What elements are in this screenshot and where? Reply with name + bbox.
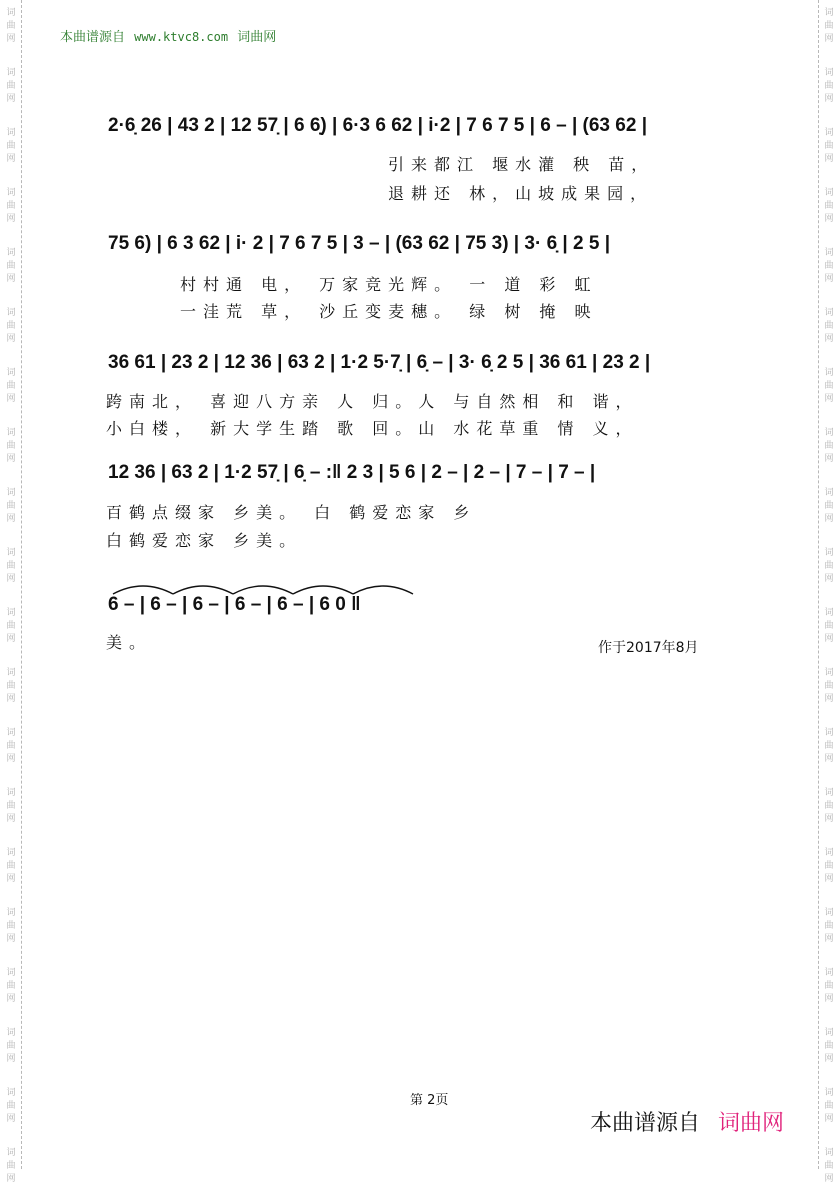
watermark-glyph: 曲 [824,921,834,931]
watermark-glyph: 词 [6,1028,16,1038]
watermark-glyph: 网 [824,994,834,1004]
watermark-glyph: 词 [824,1148,834,1158]
watermark-glyph: 网 [824,214,834,224]
header-site[interactable]: 词曲网 [237,30,277,45]
watermark-glyph: 曲 [824,1041,834,1051]
watermark-glyph: 网 [6,394,16,404]
watermark-glyph: 曲 [824,321,834,331]
watermark-glyph: 曲 [6,141,16,151]
lyric-verse-1: 美。 [106,633,153,652]
watermark-glyph: 网 [824,934,834,944]
watermark-glyph: 曲 [6,321,16,331]
score-line-3 [108,350,768,378]
lyric-verse-1: 村村通 电， 万家竞光辉。 一 道 彩 虹 [180,275,598,294]
watermark-glyph: 曲 [824,861,834,871]
score-line-4 [108,460,768,488]
watermark-glyph: 曲 [6,861,16,871]
watermark-glyph: 曲 [6,381,16,391]
footer-site[interactable]: 词曲网 [717,1111,784,1136]
score-line-2 [108,231,768,259]
watermark-glyph: 词 [824,1088,834,1098]
watermark-glyph: 词 [824,608,834,618]
watermark-glyph: 曲 [6,981,16,991]
watermark-glyph: 词 [824,728,834,738]
notation-line: 6 – | 6 – | 6 – | 6 – | 6 – | 6 0 ‖ [108,594,361,615]
watermark-glyph: 曲 [6,501,16,511]
watermark-glyph: 词 [824,1028,834,1038]
watermark-glyph: 网 [6,1174,16,1184]
watermark-glyph: 曲 [824,621,834,631]
watermark-glyph: 网 [6,754,16,764]
watermark-glyph: 曲 [824,141,834,151]
watermark-glyph: 曲 [824,21,834,31]
watermark-glyph: 网 [6,454,16,464]
watermark-glyph: 网 [824,1174,834,1184]
watermark-glyph: 网 [6,94,16,104]
watermark-glyph: 曲 [6,21,16,31]
watermark-glyph: 网 [824,634,834,644]
watermark-glyph: 词 [824,308,834,318]
lyric-verse-1: 跨南北， 喜迎八方亲 人 归。人 与自然相 和 谐， [106,392,639,411]
watermark-glyph: 网 [824,334,834,344]
watermark-glyph: 网 [6,934,16,944]
watermark-glyph: 曲 [824,381,834,391]
watermark-glyph: 词 [6,8,16,18]
watermark-glyph: 曲 [6,1041,16,1051]
left-watermark-strip [0,0,22,1184]
watermark-glyph: 网 [824,1054,834,1064]
watermark-glyph: 网 [6,274,16,284]
watermark-glyph: 网 [824,34,834,44]
composition-date: 作于2017年8月 [598,640,699,656]
watermark-glyph: 词 [824,68,834,78]
watermark-glyph: 词 [824,488,834,498]
watermark-glyph: 词 [824,848,834,858]
watermark-glyph: 网 [824,394,834,404]
watermark-glyph: 词 [6,428,16,438]
watermark-glyph: 网 [6,154,16,164]
watermark-glyph: 曲 [6,441,16,451]
watermark-glyph: 词 [6,188,16,198]
watermark-glyph: 词 [6,488,16,498]
watermark-glyph: 曲 [824,741,834,751]
watermark-glyph: 词 [6,668,16,678]
watermark-glyph: 网 [824,574,834,584]
watermark-glyph: 词 [6,728,16,738]
watermark-glyph: 词 [6,968,16,978]
watermark-glyph: 曲 [6,801,16,811]
watermark-glyph: 网 [824,514,834,524]
header-url[interactable]: www.ktvc8.com [134,30,229,44]
watermark-glyph: 曲 [824,441,834,451]
watermark-glyph: 网 [6,1114,16,1124]
watermark-glyph: 词 [824,368,834,378]
watermark-glyph: 曲 [824,681,834,691]
watermark-glyph: 网 [824,694,834,704]
watermark-glyph: 网 [6,334,16,344]
watermark-glyph: 曲 [824,981,834,991]
watermark-glyph: 词 [6,788,16,798]
watermark-glyph: 曲 [6,561,16,571]
score-line-1 [108,113,768,141]
watermark-glyph: 网 [6,634,16,644]
watermark-glyph: 网 [6,214,16,224]
watermark-glyph: 网 [6,814,16,824]
page-header [60,26,276,45]
watermark-glyph: 曲 [6,1101,16,1111]
watermark-glyph: 曲 [824,1161,834,1171]
watermark-glyph: 曲 [824,561,834,571]
page-number: 第 2页 [410,1093,449,1108]
watermark-glyph: 曲 [824,201,834,211]
watermark-glyph: 词 [824,428,834,438]
watermark-glyph: 曲 [6,741,16,751]
watermark-glyph: 网 [824,274,834,284]
watermark-glyph: 词 [6,908,16,918]
lyric-verse-2: 白鹤爱恋家 乡美。 [106,531,303,550]
watermark-glyph: 词 [6,1088,16,1098]
lyric-verse-1: 百鹤点缀家 乡美。 白 鹤爱恋家 乡 [106,503,477,522]
watermark-glyph: 曲 [6,621,16,631]
footer-credit [590,1106,784,1137]
notation-line: 12 36 | 63 2 | 1·2 57̣ | 6̣ – :‖ 2 3 | 5 6 | 2 – | 2 – | 7 – | 7 – | [108,462,596,483]
watermark-glyph: 曲 [824,801,834,811]
watermark-glyph: 网 [824,94,834,104]
watermark-glyph: 词 [824,548,834,558]
watermark-glyph: 网 [6,1054,16,1064]
lyric-verse-2: 一洼荒 草， 沙丘变麦穗。 绿 树 掩 映 [180,302,598,321]
watermark-glyph: 网 [6,694,16,704]
score-line-5 [108,588,488,616]
watermark-glyph: 网 [824,1114,834,1124]
notation-line: 2·6̣ 26 | 43 2 | 12 57̣ | 6 6̣) | 6·3 6 62 | i·2 | 7 6 7 5 | 6 – | (63 62 | [108,115,648,136]
watermark-glyph: 曲 [6,1161,16,1171]
watermark-glyph: 词 [6,548,16,558]
watermark-glyph: 网 [6,514,16,524]
notation-line: 36 61 | 23 2 | 12 36 | 63 2 | 1·2 5·7̣ | 6̣ – | 3· 6̣ 2 5 | 36 61 | 23 2 | [108,352,651,373]
watermark-glyph: 曲 [6,681,16,691]
watermark-glyph: 网 [824,154,834,164]
watermark-glyph: 网 [6,874,16,884]
watermark-glyph: 词 [824,788,834,798]
watermark-glyph: 曲 [6,261,16,271]
watermark-glyph: 词 [6,308,16,318]
watermark-glyph: 词 [824,248,834,258]
lyric-verse-2: 退耕还 林，山坡成果园， [388,184,654,203]
watermark-glyph: 词 [6,128,16,138]
watermark-glyph: 网 [824,814,834,824]
watermark-glyph: 曲 [824,81,834,91]
watermark-glyph: 网 [6,994,16,1004]
watermark-glyph: 词 [824,8,834,18]
watermark-glyph: 词 [824,968,834,978]
watermark-glyph: 词 [6,1148,16,1158]
watermark-glyph: 网 [6,34,16,44]
watermark-glyph: 词 [6,608,16,618]
watermark-glyph: 曲 [824,261,834,271]
watermark-glyph: 词 [824,128,834,138]
watermark-glyph: 网 [6,574,16,584]
watermark-glyph: 词 [6,68,16,78]
watermark-glyph: 曲 [6,201,16,211]
lyric-verse-2: 小白楼， 新大学生踏 歌 回。山 水花草重 情 义， [106,419,639,438]
watermark-glyph: 词 [824,668,834,678]
footer-text: 本曲谱源自 [589,1111,700,1136]
watermark-glyph: 曲 [6,921,16,931]
watermark-glyph: 曲 [6,81,16,91]
watermark-glyph: 曲 [824,1101,834,1111]
watermark-glyph: 曲 [824,501,834,511]
watermark-glyph: 词 [6,368,16,378]
notation-line: 75 6) | 6 3 62 | i· 2 | 7 6 7 5 | 3 – | (63 62 | 75 3) | 3· 6̣ | 2 5 | [108,233,611,254]
watermark-glyph: 词 [824,908,834,918]
watermark-glyph: 词 [6,848,16,858]
watermark-glyph: 网 [824,454,834,464]
watermark-glyph: 网 [824,874,834,884]
watermark-glyph: 词 [824,188,834,198]
lyric-verse-1: 引来都江 堰水灌 秧 苗， [388,155,655,174]
header-prefix: 本曲谱源自 [60,30,126,45]
right-watermark-strip [818,0,840,1184]
watermark-glyph: 词 [6,248,16,258]
watermark-glyph: 网 [824,754,834,764]
